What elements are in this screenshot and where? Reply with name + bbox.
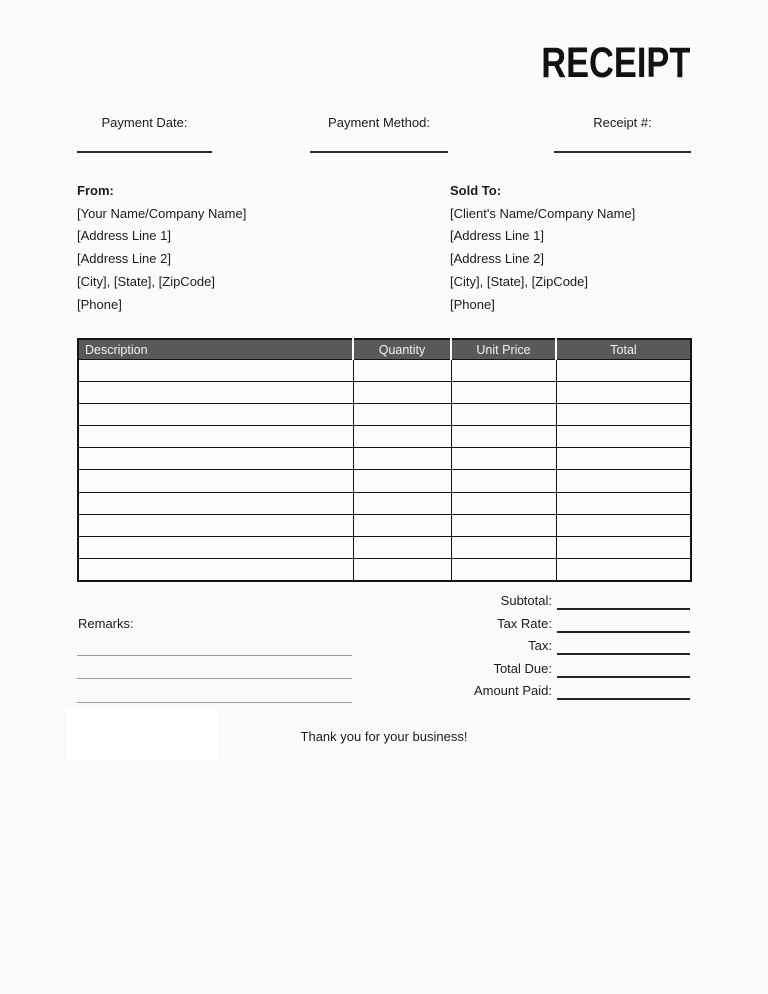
items-table-cell[interactable]	[451, 470, 556, 492]
sold-to-heading: Sold To:	[450, 183, 502, 198]
items-table-cell[interactable]	[353, 448, 451, 470]
sold-to-name-line: [Client's Name/Company Name]	[450, 205, 636, 221]
items-table-cell[interactable]	[353, 558, 451, 581]
items-table-row	[78, 448, 691, 470]
tax-rate-row	[400, 610, 690, 632]
items-table-cell[interactable]	[451, 360, 556, 382]
items-table-cell[interactable]	[353, 360, 451, 382]
payment-date-fill-line[interactable]	[77, 151, 212, 153]
page-title: RECEIPT	[540, 39, 690, 87]
sold-to-city-state-zip-line: [City], [State], [ZipCode]	[450, 273, 588, 289]
items-table-cell[interactable]	[451, 404, 556, 426]
items-table-cell[interactable]	[78, 558, 353, 581]
from-address1-line: [Address Line 1]	[77, 228, 171, 244]
items-table-cell[interactable]	[556, 558, 691, 581]
items-table-cell[interactable]	[556, 360, 691, 382]
remarks-fill-line[interactable]	[77, 679, 352, 703]
items-table-cell[interactable]	[353, 470, 451, 492]
tax-row	[400, 633, 690, 655]
subtotal-row	[400, 588, 690, 610]
amount-paid-fill-line[interactable]	[557, 676, 690, 700]
items-table-cell[interactable]	[78, 360, 353, 382]
subtotal-label: Subtotal:	[500, 593, 552, 609]
remarks-label: Remarks:	[78, 616, 134, 631]
remarks-fill-line[interactable]	[77, 656, 352, 680]
sold-to-block	[450, 180, 635, 316]
tax-label: Tax:	[528, 638, 552, 654]
items-table-cell[interactable]	[556, 448, 691, 470]
items-table-cell[interactable]	[451, 514, 556, 536]
items-table-cell[interactable]	[353, 514, 451, 536]
payment-method-label: Payment Method:	[328, 115, 430, 130]
receipt-number-label: Receipt #:	[593, 115, 652, 130]
items-table-cell[interactable]	[78, 470, 353, 492]
remarks-lines	[77, 632, 352, 703]
items-table-cell[interactable]	[353, 536, 451, 558]
tax-rate-label: Tax Rate:	[497, 615, 552, 631]
items-table-header-row	[78, 339, 691, 360]
payment-method-field	[310, 115, 448, 153]
total-due-fill-line[interactable]	[557, 653, 690, 677]
items-table-row	[78, 382, 691, 404]
receipt-number-field	[554, 115, 691, 153]
column-header-quantity: Quantity	[353, 339, 451, 360]
items-table-cell[interactable]	[451, 448, 556, 470]
items-table-body	[78, 360, 691, 581]
items-table-cell[interactable]	[556, 426, 691, 448]
items-table-cell[interactable]	[556, 382, 691, 404]
items-table-row	[78, 404, 691, 426]
amount-paid-label: Amount Paid:	[473, 682, 552, 698]
items-table-cell[interactable]	[556, 514, 691, 536]
items-table-cell[interactable]	[78, 514, 353, 536]
remarks-fill-line[interactable]	[77, 632, 352, 656]
from-block	[77, 180, 246, 316]
from-heading: From:	[77, 183, 114, 198]
receipt-number-fill-line[interactable]	[554, 151, 691, 153]
items-table-cell[interactable]	[353, 492, 451, 514]
items-table-cell[interactable]	[556, 536, 691, 558]
items-table-row	[78, 536, 691, 558]
tax-fill-line[interactable]	[557, 631, 690, 655]
total-due-label: Total Due:	[493, 660, 552, 676]
items-table-cell[interactable]	[556, 470, 691, 492]
items-table-row	[78, 360, 691, 382]
items-table-cell[interactable]	[451, 382, 556, 404]
items-table-cell[interactable]	[556, 492, 691, 514]
thank-you-message: Thank you for your business!	[300, 729, 468, 744]
items-table-cell[interactable]	[78, 536, 353, 558]
items-table-cell[interactable]	[451, 492, 556, 514]
items-table-cell[interactable]	[451, 558, 556, 581]
items-table-cell[interactable]	[451, 536, 556, 558]
items-table-row	[78, 492, 691, 514]
payment-method-fill-line[interactable]	[310, 151, 448, 153]
items-table-row	[78, 558, 691, 581]
items-table-row	[78, 426, 691, 448]
from-city-state-zip-line: [City], [State], [ZipCode]	[77, 273, 215, 289]
payment-date-label: Payment Date:	[101, 115, 188, 130]
subtotal-fill-line[interactable]	[557, 586, 690, 610]
items-table-cell[interactable]	[556, 404, 691, 426]
items-table-cell[interactable]	[451, 426, 556, 448]
tax-rate-fill-line[interactable]	[557, 608, 690, 632]
items-table-cell[interactable]	[353, 404, 451, 426]
payment-date-field	[77, 115, 212, 153]
total-due-row	[400, 655, 690, 677]
items-table-cell[interactable]	[78, 426, 353, 448]
column-header-total: Total	[556, 339, 691, 360]
items-table-cell[interactable]	[78, 382, 353, 404]
column-header-unit-price: Unit Price	[451, 339, 556, 360]
items-table-cell[interactable]	[353, 426, 451, 448]
items-table-cell[interactable]	[78, 404, 353, 426]
sold-to-address1-line: [Address Line 1]	[450, 228, 544, 244]
items-table-row	[78, 514, 691, 536]
sold-to-phone-line: [Phone]	[450, 296, 495, 312]
column-header-description: Description	[78, 339, 353, 360]
amount-paid-row	[400, 678, 690, 700]
from-address2-line: [Address Line 2]	[77, 251, 171, 267]
sold-to-address2-line: [Address Line 2]	[450, 251, 544, 267]
items-table-cell[interactable]	[78, 448, 353, 470]
items-table-row	[78, 470, 691, 492]
from-phone-line: [Phone]	[77, 296, 122, 312]
from-name-line: [Your Name/Company Name]	[77, 205, 247, 221]
items-table	[77, 338, 692, 582]
totals-block	[400, 588, 690, 700]
items-table-cell[interactable]	[353, 382, 451, 404]
items-table-cell[interactable]	[78, 492, 353, 514]
